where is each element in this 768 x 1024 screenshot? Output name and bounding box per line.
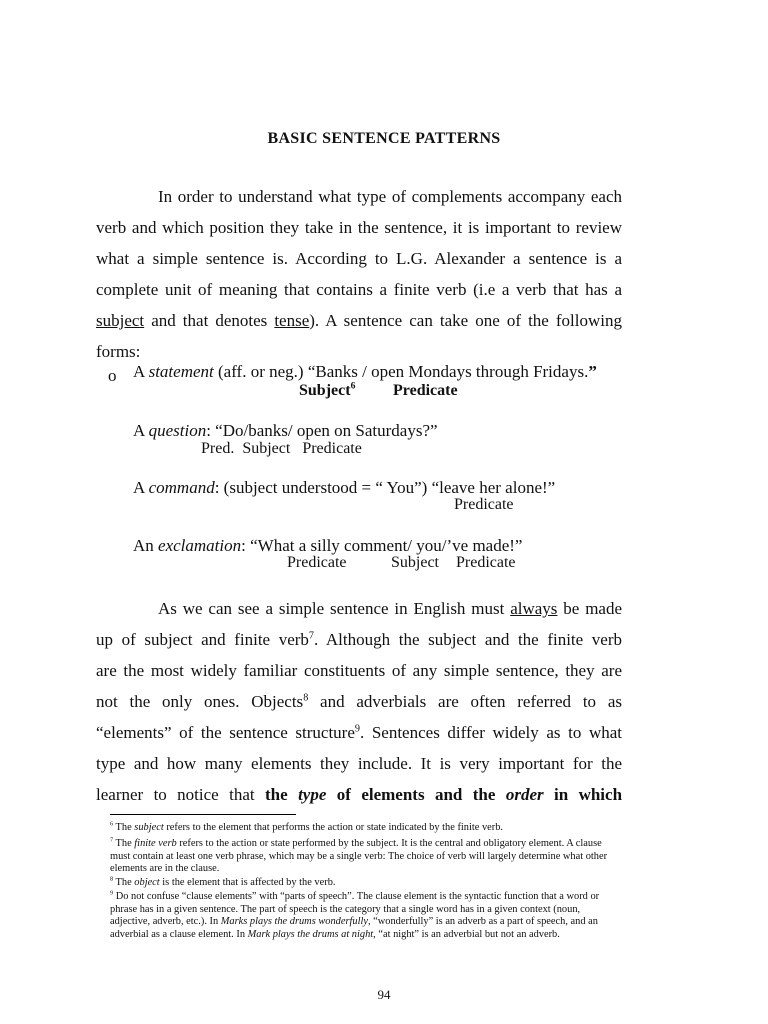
para2-line-1-a: As we can see a simple sentence in English must: [158, 599, 511, 618]
statement-closequote: ”: [588, 362, 597, 381]
para2-line-1: [158, 599, 622, 619]
footnote-9-b: , “wonderfully” is an adverb as a part of speech, and an adverbial as a clause element. In: [110, 916, 598, 940]
footnote-8-b: is the element that is affected by the verb.: [159, 877, 336, 888]
command-desc: : (subject understood = “ You”) “leave her alone!”: [214, 478, 556, 497]
para2-line-4: [96, 692, 622, 712]
intro-line-5: [96, 311, 622, 331]
intro-line-5-mid: and that denotes: [144, 311, 275, 330]
intro-line-2: verb and which position they take in the sentence, it is important to review: [96, 218, 622, 237]
intro-line-1: In order to understand what type of complements accompany each: [158, 187, 622, 206]
para2-line-1-b: be made: [557, 599, 623, 618]
footnote-ref-7: 7: [308, 630, 314, 642]
footnote-9-number: 9: [110, 889, 114, 897]
footnote-7-b: refers to the action or state performed by the subject. It is the central and obligatory element. A clause must contain at least one verb phrase, which may be a single verb: The choice of verb will largely determine what other elements are in the clause.: [110, 838, 608, 875]
footnote-6-term: subject: [134, 822, 164, 833]
underlined-tense: tense: [274, 311, 310, 330]
intro-line-3: what a simple sentence is. According to L.G. Alexander a sentence is a: [96, 249, 622, 268]
para2-bold-end: in which: [543, 785, 623, 804]
statement-term: statement: [148, 362, 214, 381]
para2-bold-order: order: [505, 785, 544, 804]
footnote-ref-8: 8: [303, 692, 309, 704]
footnote-8-term: object: [134, 877, 160, 888]
statement-desc: (aff. or neg.) “Banks / open Mondays through Fridays.: [213, 362, 589, 381]
statement-label-predicate: Predicate: [393, 382, 458, 399]
footnote-9: [110, 891, 620, 941]
statement-label-subject: [299, 382, 355, 400]
para2-line-7: [96, 785, 622, 805]
exclamation-label-predicate-2: Predicate: [456, 554, 516, 571]
para2-line-3: are the most widely familiar constituents of any simple sentence, they are: [96, 661, 622, 680]
footnote-9-a: Do not confuse “clause elements” with “parts of speech”. The clause element is the syntactic function that a word or phrase has in a given sentence. The part of speech is the category that a single word has in a given context (noun, adjective, adverb, etc.). In: [110, 891, 600, 928]
list-bullet: o: [108, 366, 117, 385]
question-article: A: [133, 421, 149, 440]
exclamation-desc: : “What a silly comment/ you/’ve made!”: [241, 536, 523, 555]
footnote-8-number: 8: [110, 875, 114, 883]
footnote-6: [110, 822, 620, 835]
statement-example: [133, 362, 597, 382]
footnote-ref-9: 9: [354, 723, 360, 735]
command-term: command: [148, 478, 215, 497]
footnote-9-example-1: Marks plays the drums wonderfully: [220, 916, 368, 928]
exclamation-article: An: [133, 536, 159, 555]
footnote-6-number: 6: [110, 820, 114, 828]
command-article: A: [133, 478, 149, 497]
question-labels: Pred. Subject Predicate: [201, 440, 362, 457]
command-example: [133, 478, 555, 498]
intro-line-4: complete unit of meaning that contains a finite verb (i.e a verb that has a: [96, 280, 622, 299]
para2-line-2-b: . Although the subject and the finite verb: [314, 630, 622, 649]
statement-subject-text: Subject: [299, 382, 351, 399]
para2-line-4-a: not the only ones. Objects: [96, 692, 304, 711]
question-desc: : “Do/banks/ open on Saturdays?”: [206, 421, 438, 440]
question-term: question: [148, 421, 207, 440]
intro-line-6: forms:: [96, 342, 141, 361]
footnote-9-example-2: Mark plays the drums at night: [247, 928, 374, 940]
para2-line-4-b: and adverbials are often referred to as: [308, 692, 622, 711]
footnote-7-number: 7: [110, 836, 114, 844]
footnote-ref-6: 6: [350, 380, 356, 392]
para2-line-5: [96, 723, 622, 743]
para2-line-5-b: . Sentences differ widely as to what: [359, 723, 622, 742]
para2-line-2-a: up of subject and finite verb: [96, 630, 309, 649]
exclamation-label-subject: Subject: [391, 554, 439, 571]
exclamation-example: [133, 536, 522, 556]
command-label-predicate: Predicate: [454, 496, 514, 513]
footnote-8-a: The: [113, 877, 135, 888]
para2-line-2: [96, 630, 622, 650]
exclamation-term: exclamation: [158, 536, 242, 555]
footnote-7: [110, 838, 620, 876]
footnote-6-b: refers to the element that performs the action or state indicated by the finite verb.: [163, 822, 504, 833]
para2-line-5-a: “elements” of the sentence structure: [96, 723, 355, 742]
para2-bold-type: type: [298, 785, 327, 804]
statement-article: A: [133, 362, 149, 381]
footnote-6-a: The: [113, 822, 135, 833]
footnote-9-c: , “at night” is an adverbial but not an adverb.: [373, 928, 560, 940]
question-example: [133, 421, 438, 441]
page-title: BASIC SENTENCE PATTERNS: [267, 130, 501, 147]
exclamation-label-predicate: Predicate: [287, 554, 347, 571]
underlined-subject: subject: [96, 311, 145, 330]
footnote-divider: [110, 814, 296, 815]
page-number: 94: [377, 987, 391, 1002]
para2-line-6: type and how many elements they include. It is very important for the: [96, 754, 622, 773]
intro-line-5-end: ). A sentence can take one of the following: [309, 311, 622, 330]
para2-bold-the: the: [265, 785, 299, 804]
underlined-always: always: [510, 599, 558, 618]
footnote-8: [110, 877, 620, 890]
footnote-7-a: The: [113, 838, 135, 849]
para2-bold-mid: of elements and the: [326, 785, 506, 804]
footnote-7-term: finite verb: [134, 838, 177, 849]
para2-line-7-a: learner to notice that: [96, 785, 265, 804]
